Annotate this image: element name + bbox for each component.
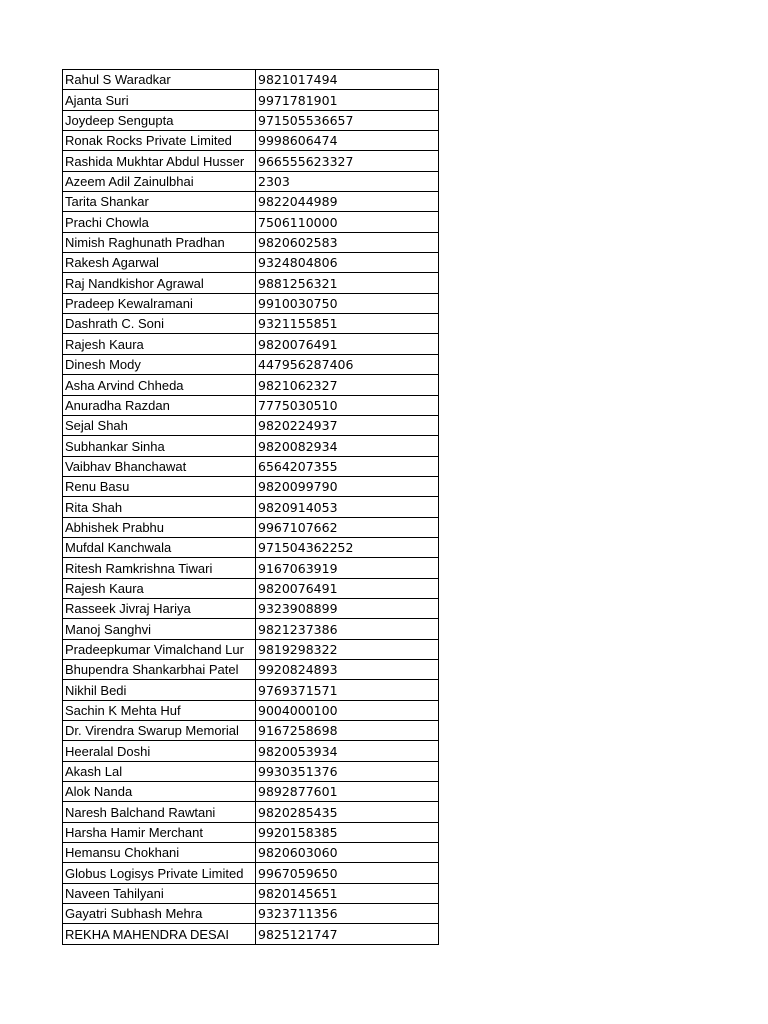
contact-phone-cell: 9967107662: [256, 517, 439, 537]
contact-name-cell: Dashrath C. Soni: [63, 314, 256, 334]
contact-name-cell: Joydeep Sengupta: [63, 110, 256, 130]
contact-phone-cell: 9920824893: [256, 659, 439, 679]
contacts-table-body: [63, 70, 439, 945]
contact-name-cell: Rajesh Kaura: [63, 578, 256, 598]
table-row: [63, 822, 439, 842]
contact-phone-cell: 9820602583: [256, 232, 439, 252]
table-row: [63, 151, 439, 171]
contact-phone-cell: 9820076491: [256, 578, 439, 598]
table-row: [63, 782, 439, 802]
table-row: [63, 680, 439, 700]
table-row: [63, 924, 439, 944]
contact-phone-cell: 9321155851: [256, 314, 439, 334]
contact-name-cell: Dr. Virendra Swarup Memorial: [63, 721, 256, 741]
table-row: [63, 598, 439, 618]
table-row: [63, 883, 439, 903]
contact-name-cell: Tarita Shankar: [63, 192, 256, 212]
contact-phone-cell: 9819298322: [256, 639, 439, 659]
contact-name-cell: Renu Basu: [63, 476, 256, 496]
contact-phone-cell: 7506110000: [256, 212, 439, 232]
contact-phone-cell: 9967059650: [256, 863, 439, 883]
contact-phone-cell: 9820076491: [256, 334, 439, 354]
contact-name-cell: REKHA MAHENDRA DESAI: [63, 924, 256, 944]
contact-name-cell: Globus Logisys Private Limited: [63, 863, 256, 883]
table-row: [63, 415, 439, 435]
contact-name-cell: Gayatri Subhash Mehra: [63, 904, 256, 924]
table-row: [63, 131, 439, 151]
contact-phone-cell: 971505536657: [256, 110, 439, 130]
table-row: [63, 110, 439, 130]
contact-name-cell: Azeem Adil Zainulbhai: [63, 171, 256, 191]
contact-phone-cell: 971504362252: [256, 537, 439, 557]
contact-phone-cell: 9820099790: [256, 476, 439, 496]
table-row: [63, 395, 439, 415]
table-row: [63, 334, 439, 354]
table-row: [63, 537, 439, 557]
contact-phone-cell: 9821237386: [256, 619, 439, 639]
contact-phone-cell: 9822044989: [256, 192, 439, 212]
table-row: [63, 619, 439, 639]
contact-name-cell: Mufdal Kanchwala: [63, 537, 256, 557]
contacts-table: [62, 69, 439, 945]
table-row: [63, 253, 439, 273]
contact-phone-cell: 9820145651: [256, 883, 439, 903]
contact-name-cell: Asha Arvind Chheda: [63, 375, 256, 395]
table-row: [63, 90, 439, 110]
contact-name-cell: Rahul S Waradkar: [63, 70, 256, 90]
table-row: [63, 578, 439, 598]
contact-phone-cell: 9930351376: [256, 761, 439, 781]
contact-name-cell: Naveen Tahilyani: [63, 883, 256, 903]
contact-phone-cell: 9825121747: [256, 924, 439, 944]
contact-phone-cell: 966555623327: [256, 151, 439, 171]
table-row: [63, 232, 439, 252]
contact-name-cell: Rakesh Agarwal: [63, 253, 256, 273]
table-row: [63, 558, 439, 578]
contact-phone-cell: 9820603060: [256, 843, 439, 863]
table-row: [63, 70, 439, 90]
table-row: [63, 314, 439, 334]
table-row: [63, 904, 439, 924]
contact-name-cell: Sejal Shah: [63, 415, 256, 435]
contact-name-cell: Pradeep Kewalramani: [63, 293, 256, 313]
contact-phone-cell: 9820224937: [256, 415, 439, 435]
table-row: [63, 639, 439, 659]
table-row: [63, 436, 439, 456]
contact-name-cell: Naresh Balchand Rawtani: [63, 802, 256, 822]
contact-phone-cell: 9820914053: [256, 497, 439, 517]
contact-phone-cell: 9167063919: [256, 558, 439, 578]
table-row: [63, 476, 439, 496]
contact-phone-cell: 9323711356: [256, 904, 439, 924]
table-row: [63, 700, 439, 720]
contact-phone-cell: 9323908899: [256, 598, 439, 618]
table-row: [63, 171, 439, 191]
contact-name-cell: Anuradha Razdan: [63, 395, 256, 415]
contact-phone-cell: 9820082934: [256, 436, 439, 456]
contact-phone-cell: 9910030750: [256, 293, 439, 313]
contact-name-cell: Dinesh Mody: [63, 354, 256, 374]
contact-name-cell: Sachin K Mehta Huf: [63, 700, 256, 720]
contact-name-cell: Alok Nanda: [63, 782, 256, 802]
contact-phone-cell: 6564207355: [256, 456, 439, 476]
contact-name-cell: Bhupendra Shankarbhai Patel: [63, 659, 256, 679]
contact-phone-cell: 9821017494: [256, 70, 439, 90]
contact-name-cell: Ajanta Suri: [63, 90, 256, 110]
contact-name-cell: Prachi Chowla: [63, 212, 256, 232]
table-row: [63, 863, 439, 883]
contact-name-cell: Abhishek Prabhu: [63, 517, 256, 537]
table-row: [63, 456, 439, 476]
contact-name-cell: Hemansu Chokhani: [63, 843, 256, 863]
contact-name-cell: Pradeepkumar Vimalchand Lur: [63, 639, 256, 659]
contact-phone-cell: 9820285435: [256, 802, 439, 822]
contact-phone-cell: 447956287406: [256, 354, 439, 374]
contact-name-cell: Rasseek Jivraj Hariya: [63, 598, 256, 618]
contact-name-cell: Manoj Sanghvi: [63, 619, 256, 639]
contact-name-cell: Ritesh Ramkrishna Tiwari: [63, 558, 256, 578]
contact-name-cell: Harsha Hamir Merchant: [63, 822, 256, 842]
contact-name-cell: Rashida Mukhtar Abdul Husser: [63, 151, 256, 171]
contact-name-cell: Subhankar Sinha: [63, 436, 256, 456]
table-row: [63, 517, 439, 537]
table-row: [63, 293, 439, 313]
contact-name-cell: Raj Nandkishor Agrawal: [63, 273, 256, 293]
table-row: [63, 212, 439, 232]
table-row: [63, 497, 439, 517]
table-row: [63, 741, 439, 761]
contact-phone-cell: 9892877601: [256, 782, 439, 802]
contact-phone-cell: 9998606474: [256, 131, 439, 151]
table-row: [63, 192, 439, 212]
contact-name-cell: Nimish Raghunath Pradhan: [63, 232, 256, 252]
contact-name-cell: Vaibhav Bhanchawat: [63, 456, 256, 476]
contact-phone-cell: 2303: [256, 171, 439, 191]
contact-name-cell: Nikhil Bedi: [63, 680, 256, 700]
contact-phone-cell: 9820053934: [256, 741, 439, 761]
contact-name-cell: Heeralal Doshi: [63, 741, 256, 761]
contact-phone-cell: 9324804806: [256, 253, 439, 273]
table-row: [63, 761, 439, 781]
table-row: [63, 843, 439, 863]
contact-phone-cell: 9821062327: [256, 375, 439, 395]
table-row: [63, 354, 439, 374]
contact-phone-cell: 9881256321: [256, 273, 439, 293]
contact-name-cell: Rita Shah: [63, 497, 256, 517]
table-row: [63, 375, 439, 395]
table-row: [63, 659, 439, 679]
table-row: [63, 721, 439, 741]
contact-name-cell: Rajesh Kaura: [63, 334, 256, 354]
contact-phone-cell: 9920158385: [256, 822, 439, 842]
table-row: [63, 273, 439, 293]
contact-phone-cell: 9971781901: [256, 90, 439, 110]
contact-name-cell: Akash Lal: [63, 761, 256, 781]
contact-phone-cell: 9004000100: [256, 700, 439, 720]
contact-phone-cell: 7775030510: [256, 395, 439, 415]
contact-name-cell: Ronak Rocks Private Limited: [63, 131, 256, 151]
table-row: [63, 802, 439, 822]
contact-phone-cell: 9167258698: [256, 721, 439, 741]
contact-phone-cell: 9769371571: [256, 680, 439, 700]
